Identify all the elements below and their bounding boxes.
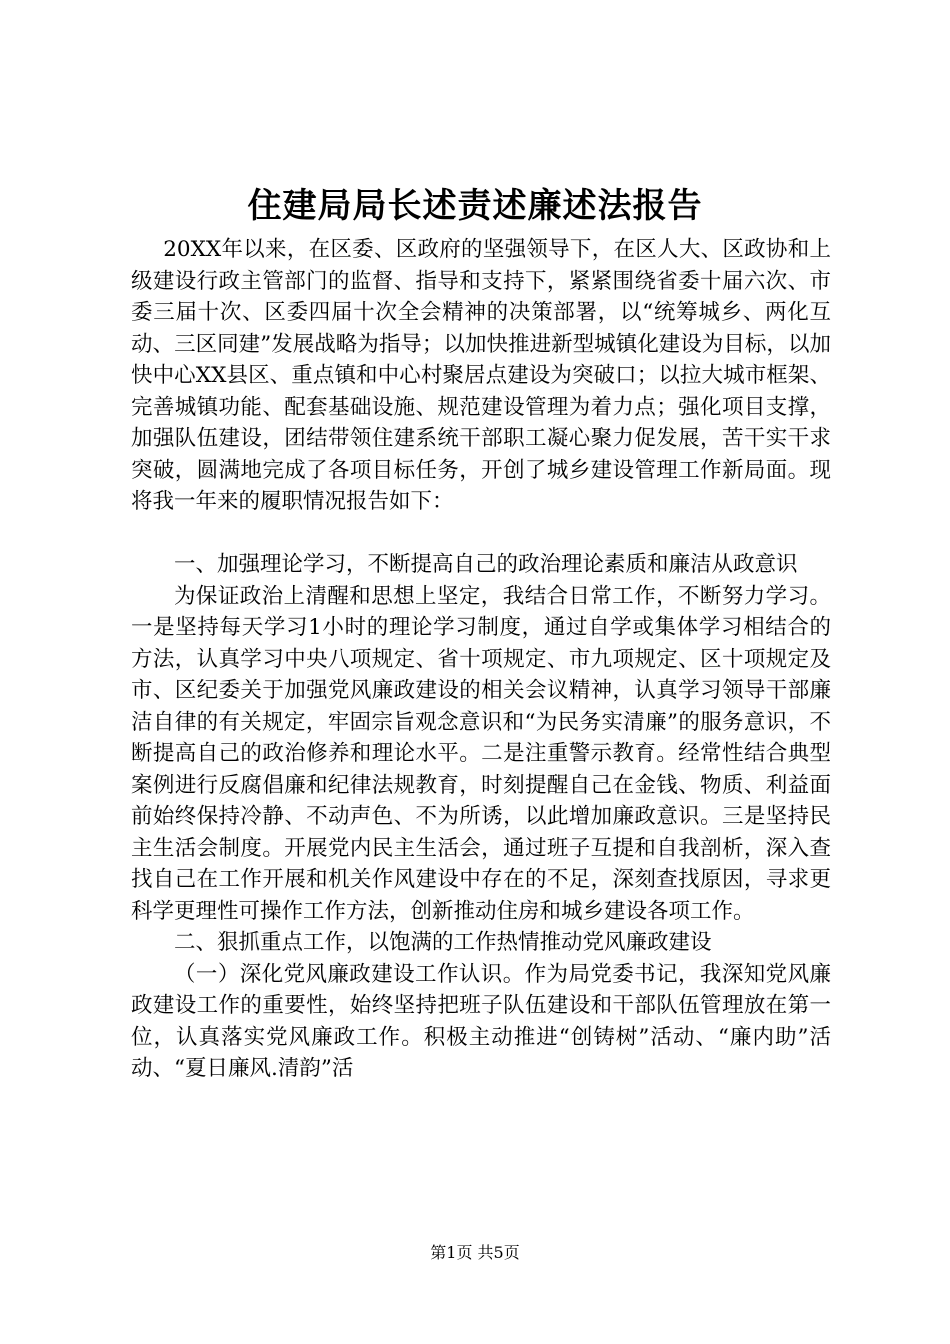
section-1-paragraph: 为保证政治上清醒和思想上坚定，我结合日常工作，不断努力学习。一是坚持每天学习1小时的理论学习制度，通过自学或集体学习相结合的方法，认真学习中央八项规定、省十项规定、市九项规定、区十项规定及市、区纪委关于加强党风廉政建设的相关会议精神，认真学习领导干部廉洁自律的有关规定，牢固宗旨观念意识和“为民务实清廉”的服务意识，不断提高自己的政治修养和理论水平。二是注重警示教育。经常性结合典型案例进行反腐倡廉和纪律法规教育，时刻提醒自己在金钱、物质、利益面前始终保持冷静、不动声色、不为所诱，以此增加廉政意识。三是坚持民主生活会制度。开展党内民主生活会，通过班子互提和自我剖析，深入查找自己在工作开展和机关作风建设中存在的不足，深刻查找原因，寻求更科学更理性可操作工作方法，创新推动住房和城乡建设各项工作。 [131, 583, 831, 924]
paragraph-spacer [131, 518, 831, 550]
section-heading-2: 二、狠抓重点工作，以饱满的工作热情推动党风廉政建设 [174, 930, 712, 955]
document-body [131, 234, 831, 1085]
intro-paragraph: 20XX年以来，在区委、区政府的坚强领导下，在区人大、区政协和上级建设行政主管部门的监督、指导和支持下，紧紧围绕省委十届六次、市委三届十次、区委四届十次全会精神的决策部署，以“统筹城乡、两化互动、三区同建”发展战略为指导；以加快推进新型城镇化建设为目标，以加快中心XX县区、重点镇和中心村聚居点建设为突破口；以拉大城市框架、完善城镇功能、配套基础设施、规范建设管理为着力点；强化项目支撑，加强队伍建设，团结带领住建系统干部职工凝心聚力促发展，苦干实干求突破，圆满地完成了各项目标任务，开创了城乡建设管理工作新局面。现将我一年来的履职情况报告如下： [131, 237, 831, 514]
section-heading-1: 一、加强理论学习，不断提高自己的政治理论素质和廉洁从政意识 [174, 552, 798, 577]
subsection-1-paragraph: （一）深化党风廉政建设工作认识。作为局党委书记，我深知党风廉政建设工作的重要性，始终坚持把班子队伍建设和干部队伍管理放在第一位，认真落实党风廉政工作。积极主动推进“创铸树”活动、“廉内助”活动、“夏日廉风.清韵”活 [131, 961, 831, 1081]
page-footer: 第1页 共5页 [430, 1243, 520, 1262]
document-title: 住建局局长述责述廉述法报告 [247, 186, 703, 226]
